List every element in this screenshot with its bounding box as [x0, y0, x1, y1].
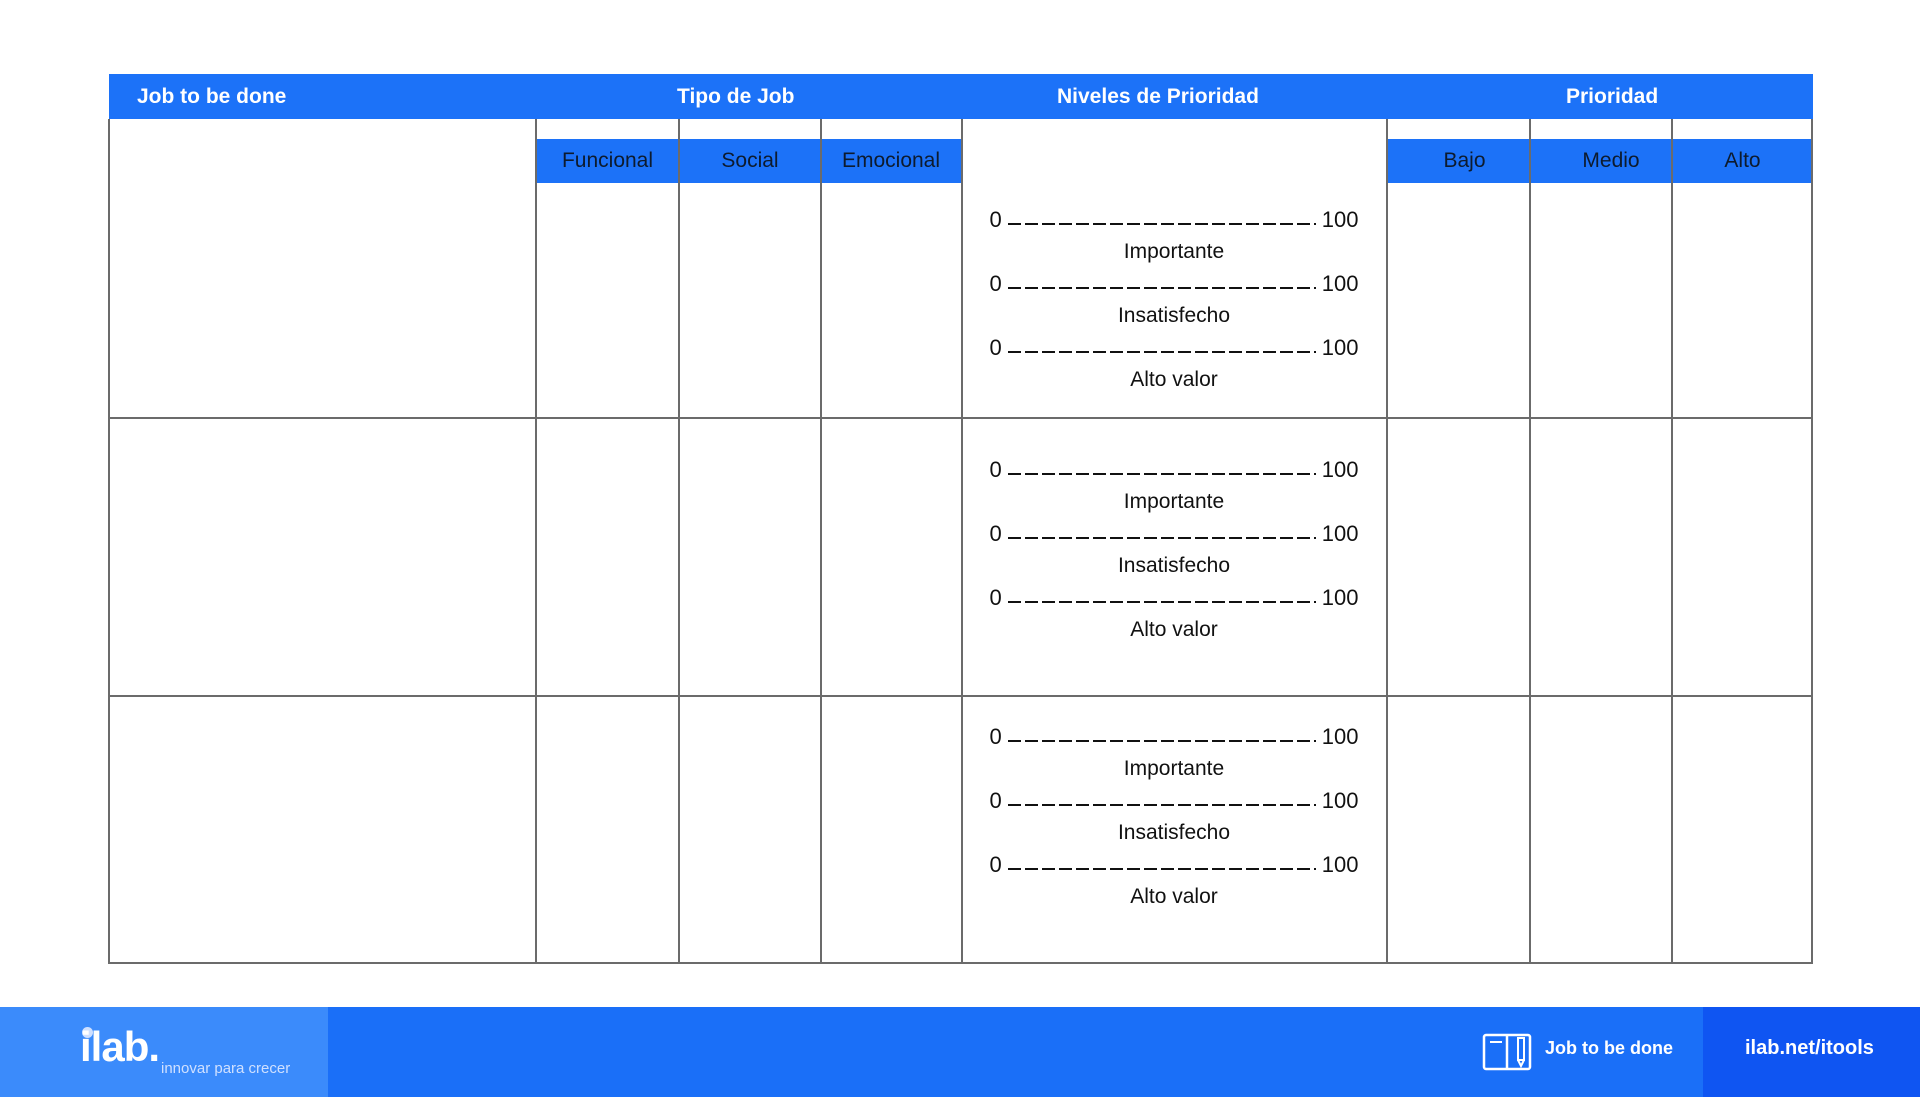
book-icon	[1482, 1032, 1534, 1072]
slider-label: Insatisfecho	[1117, 821, 1231, 844]
col-funcional: Funcional	[561, 149, 654, 172]
header-bar	[109, 74, 1813, 119]
ilab-logo: ilab.	[80, 1023, 160, 1070]
footer-brand-panel	[0, 1007, 328, 1097]
slider-insatisfecho[interactable]: 0 100	[989, 521, 1359, 546]
slider-label: Alto valor	[1130, 885, 1218, 908]
slider-importante[interactable]: 0 100	[989, 724, 1359, 749]
slider-alto-valor[interactable]: 0 100	[989, 852, 1359, 877]
slider-label: Importante	[1123, 240, 1225, 263]
slider-track[interactable]	[1008, 473, 1316, 475]
slider-track[interactable]	[1008, 601, 1316, 603]
col-social: Social	[721, 149, 779, 172]
slider-insatisfecho[interactable]: 0 100	[989, 788, 1359, 813]
footer	[0, 1007, 1920, 1097]
slider-track[interactable]	[1008, 351, 1316, 353]
col-emocional: Emocional	[841, 149, 941, 172]
slider-label: Importante	[1123, 757, 1225, 780]
header-job: Job to be done	[137, 85, 287, 108]
slider-importante[interactable]: 0 100	[989, 457, 1359, 482]
priority-sliders-row-1	[963, 204, 1385, 396]
slider-alto-valor[interactable]: 0 100	[989, 335, 1359, 360]
col-medio: Medio	[1582, 149, 1640, 172]
slider-label: Insatisfecho	[1117, 304, 1231, 327]
footer-site-panel	[1703, 1007, 1920, 1097]
site-link[interactable]: ilab.net/itools	[1745, 1037, 1874, 1059]
slider-alto-valor[interactable]: 0 100	[989, 585, 1359, 610]
header-prioridad: Prioridad	[1566, 85, 1659, 108]
slider-importante[interactable]: 0 100	[989, 207, 1359, 232]
slider-track[interactable]	[1008, 868, 1316, 870]
col-alto: Alto	[1724, 149, 1761, 172]
slider-label: Importante	[1123, 490, 1225, 513]
header-tipo: Tipo de Job	[677, 85, 795, 108]
slider-label: Alto valor	[1130, 368, 1218, 391]
footer-doc-title: Job to be done	[1545, 1038, 1673, 1058]
tagline: innovar para crecer	[161, 1060, 291, 1077]
slider-label: Alto valor	[1130, 618, 1218, 641]
priority-sliders-row-3	[963, 721, 1385, 913]
slider-track[interactable]	[1008, 287, 1316, 289]
priority-sliders-row-2	[963, 454, 1385, 646]
slider-label: Insatisfecho	[1117, 554, 1231, 577]
col-bajo: Bajo	[1443, 149, 1486, 172]
slider-insatisfecho[interactable]: 0 100	[989, 271, 1359, 296]
slider-track[interactable]	[1008, 537, 1316, 539]
header-niveles: Niveles de Prioridad	[1057, 85, 1259, 108]
slider-track[interactable]	[1008, 223, 1316, 225]
slider-track[interactable]	[1008, 804, 1316, 806]
slider-track[interactable]	[1008, 740, 1316, 742]
